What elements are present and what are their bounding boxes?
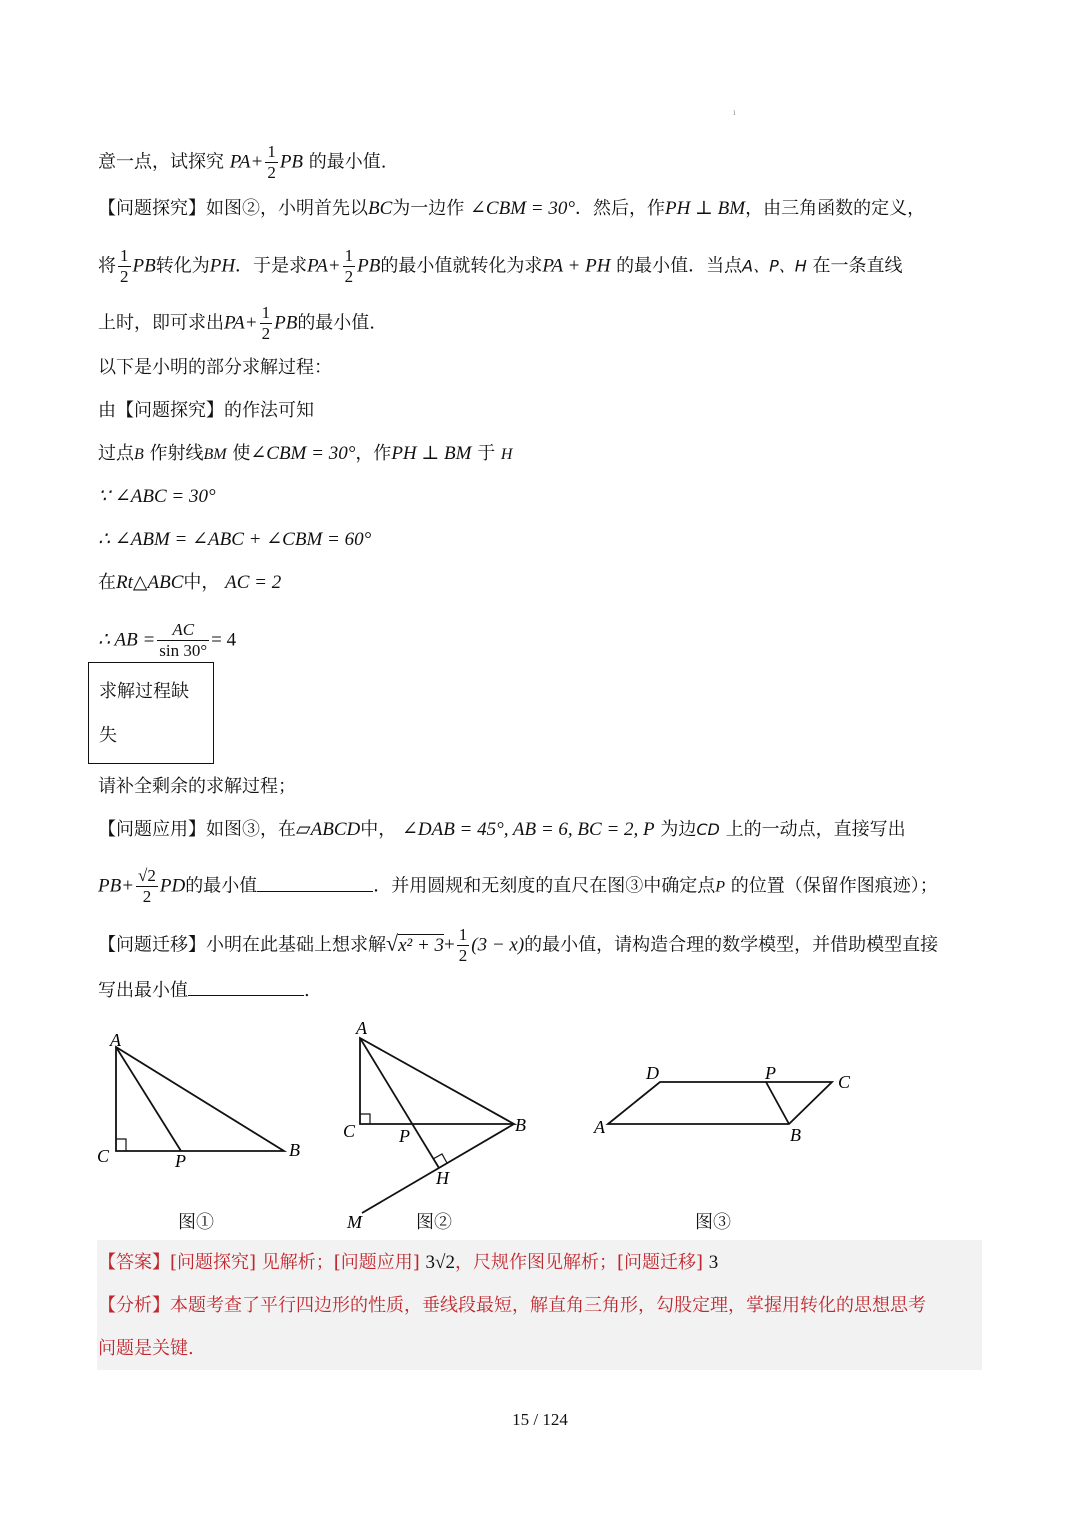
step-5: ∴ ∠ABM = ∠ABC + ∠CBM = 60° — [98, 529, 372, 550]
fig2-right-angle-c — [360, 1114, 370, 1124]
fig2-label-c: C — [343, 1121, 356, 1141]
fig2-triangle — [360, 1038, 514, 1124]
apply-line-1: 【问题应用】如图③，在▱ABCD中， ∠DAB = 45°, AB = 6, BC = 2, P 为边CD 上的一动点，直接写出 — [98, 819, 906, 840]
fig2-label-m: M — [347, 1212, 362, 1232]
fig2-segment-ah — [360, 1038, 439, 1168]
fig3-label-c: C — [838, 1072, 851, 1092]
fill-prompt: 请补全剩余的求解过程； — [98, 776, 296, 797]
figure-1 — [116, 1047, 284, 1151]
fig2-label-p: P — [399, 1126, 410, 1146]
fig1-right-angle — [116, 1139, 126, 1151]
figures — [0, 1010, 1080, 1250]
answer-blank-1 — [257, 873, 373, 892]
fig3-segment-pb — [766, 1082, 789, 1124]
intro-line: 意一点，试探究 PA+ $\frac{1}{2}$ PB 的最小值. — [98, 142, 387, 182]
fig1-caption: 图① — [178, 1212, 214, 1233]
fig3-caption: 图③ — [695, 1212, 731, 1233]
page-mark: ı — [733, 108, 736, 117]
missing-steps-box: 求解过程缺 失 — [88, 662, 214, 764]
fraction-half: $\frac{1}{2}$ — [267, 142, 276, 182]
step-3: 过点B 作射线BM 使∠CBM = 30°，作PH ⊥ BM 于 H — [98, 443, 513, 464]
analysis-line-1: 【分析】本题考查了平行四边形的性质，垂线段最短，解直角三角形，勾股定理，掌握用转化的思想思考 — [98, 1295, 926, 1316]
fig3-label-b: B — [790, 1125, 801, 1145]
fig1-label-b: B — [289, 1140, 300, 1160]
fig1-segment-ap — [116, 1047, 181, 1151]
step-4: ∵ ∠ABC = 30° — [98, 486, 216, 507]
fig1-label-p: P — [175, 1151, 186, 1171]
fig1-label-a: A — [110, 1030, 121, 1050]
explore-line-1: 【问题探究】如图②，小明首先以BC为一边作 ∠CBM = 30°．然后，作PH ⊥ BM，由三角函数的定义， — [98, 198, 926, 219]
fig2-caption: 图② — [416, 1212, 452, 1233]
analysis-line-2: 问题是关键. — [98, 1338, 194, 1359]
fig1-triangle — [116, 1047, 284, 1151]
fig3-label-p: P — [765, 1063, 776, 1083]
step-7: ∴ AB = $\frac{AC}{\sin 30^\circ}$ = 4 — [98, 620, 237, 660]
transfer-line-1: 【问题迁移】小明在此基础上想求解√x² + 3+ $\frac{1}{2}$ (3 − x)的最小值，请构造合理的数学模型，并借助模型直接 — [98, 925, 939, 965]
figure-3 — [608, 1082, 832, 1124]
explore-line-2: 将 $\frac{1}{2}$ PB转化为PH．于是求PA+ $\frac{1}{2}$ PB的最小值就转化为求PA + PH 的最小值．当点A、P、H 在一条直线 — [98, 246, 903, 286]
fig2-label-a: A — [356, 1018, 367, 1038]
fig2-label-b: B — [515, 1115, 526, 1135]
fig3-parallelogram — [608, 1082, 832, 1124]
explore-line-3: 上时，即可求出PA+ $\frac{1}{2}$ PB的最小值. — [98, 303, 376, 343]
page-number: 15 / 124 — [512, 1410, 568, 1429]
fig1-label-c: C — [97, 1146, 110, 1166]
answer-blank-2 — [188, 977, 304, 996]
answer-line: 【答案】[问题探究] 见解析；[问题应用] 3√2，尺规作图见解析；[问题迁移] 3 — [98, 1252, 719, 1273]
step-1: 以下是小明的部分求解过程： — [98, 357, 332, 378]
apply-line-2: PB+ $\frac{√2}{2}$ PD的最小值 ．并用圆规和无刻度的直尺在图③中确定点P 的位置（保留作图痕迹）； — [98, 866, 938, 906]
step-2: 由【问题探究】的作法可知 — [98, 400, 314, 421]
fig2-label-h: H — [436, 1168, 449, 1188]
fig3-label-d: D — [646, 1063, 659, 1083]
transfer-line-2: 写出最小值 . — [98, 977, 310, 1004]
fig3-label-a: A — [594, 1117, 605, 1137]
step-6: 在Rt△ABC中， AC = 2 — [98, 572, 282, 593]
